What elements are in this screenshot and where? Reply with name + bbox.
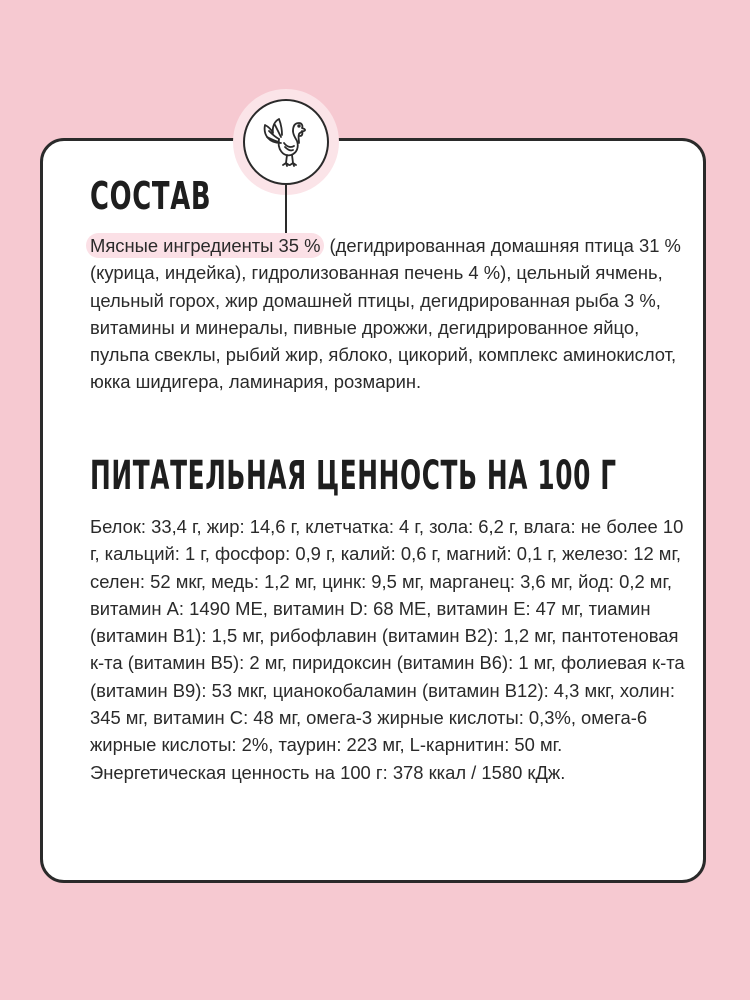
- composition-highlight: Мясные ингредиенты 35 %: [86, 233, 324, 258]
- badge: [243, 99, 329, 185]
- nutrition-text: [90, 513, 685, 786]
- nutrition-title: ПИТАТЕЛЬНАЯ ЦЕННОСТЬ НА 100 Г: [90, 453, 617, 499]
- composition-rest: (дегидрированная домашняя птица 31 % (курица, индейка), гидролизованная печень 4 %), цельный ячмень, цельный горох, жир домашней птицы, дегидрированная рыба 3 %, витамины и минералы, пивные дрожжи, дегидрированное яйцо, пульпа свеклы, рыбий жир, яблоко, цикорий, комплекс аминокислот, юкка шидигера, ламинария, розмарин.: [90, 235, 681, 393]
- composition-text: [90, 232, 685, 396]
- badge-connector-line: [285, 185, 287, 237]
- composition-title: СОСТАВ: [90, 174, 212, 218]
- nutrition-body: Белок: 33,4 г, жир: 14,6 г, клетчатка: 4 г, зола: 6,2 г, влага: не более 10 г, кальций: 1 г, фосфор: 0,9 г, калий: 0,6 г, магний: 0,1 г, железо: 12 мг, селен: 52 мкг, медь: 1,2 мг, цинк: 9,5 мг, марганец: 3,6 мг, йод: 0,2 мг, витамин А: 1490 МЕ, витамин D: 68 МЕ, витамин Е: 47 мг, тиамин (витамин В1): 1,5 мг, рибофлавин (витамин В2): 1,2 мг, пантотеновая к-та (витамин В5): 2 мг, пиридоксин (витамин В6): 1 мг, фолиевая к-та (витамин В9): 53 мкг, цианокобаламин (витамин В12): 4,3 мкг, холин: 345 мг, витамин С: 48 мг, омега-3 жирные кислоты: 0,3%, омега-6 жирные кислоты: 2%, таурин: 223 мг, L-карнитин: 50 мг.: [90, 516, 685, 756]
- energy-value: Энергетическая ценность на 100 г: 378 ккал / 1580 кДж.: [90, 761, 566, 783]
- turkey-icon: [257, 113, 315, 171]
